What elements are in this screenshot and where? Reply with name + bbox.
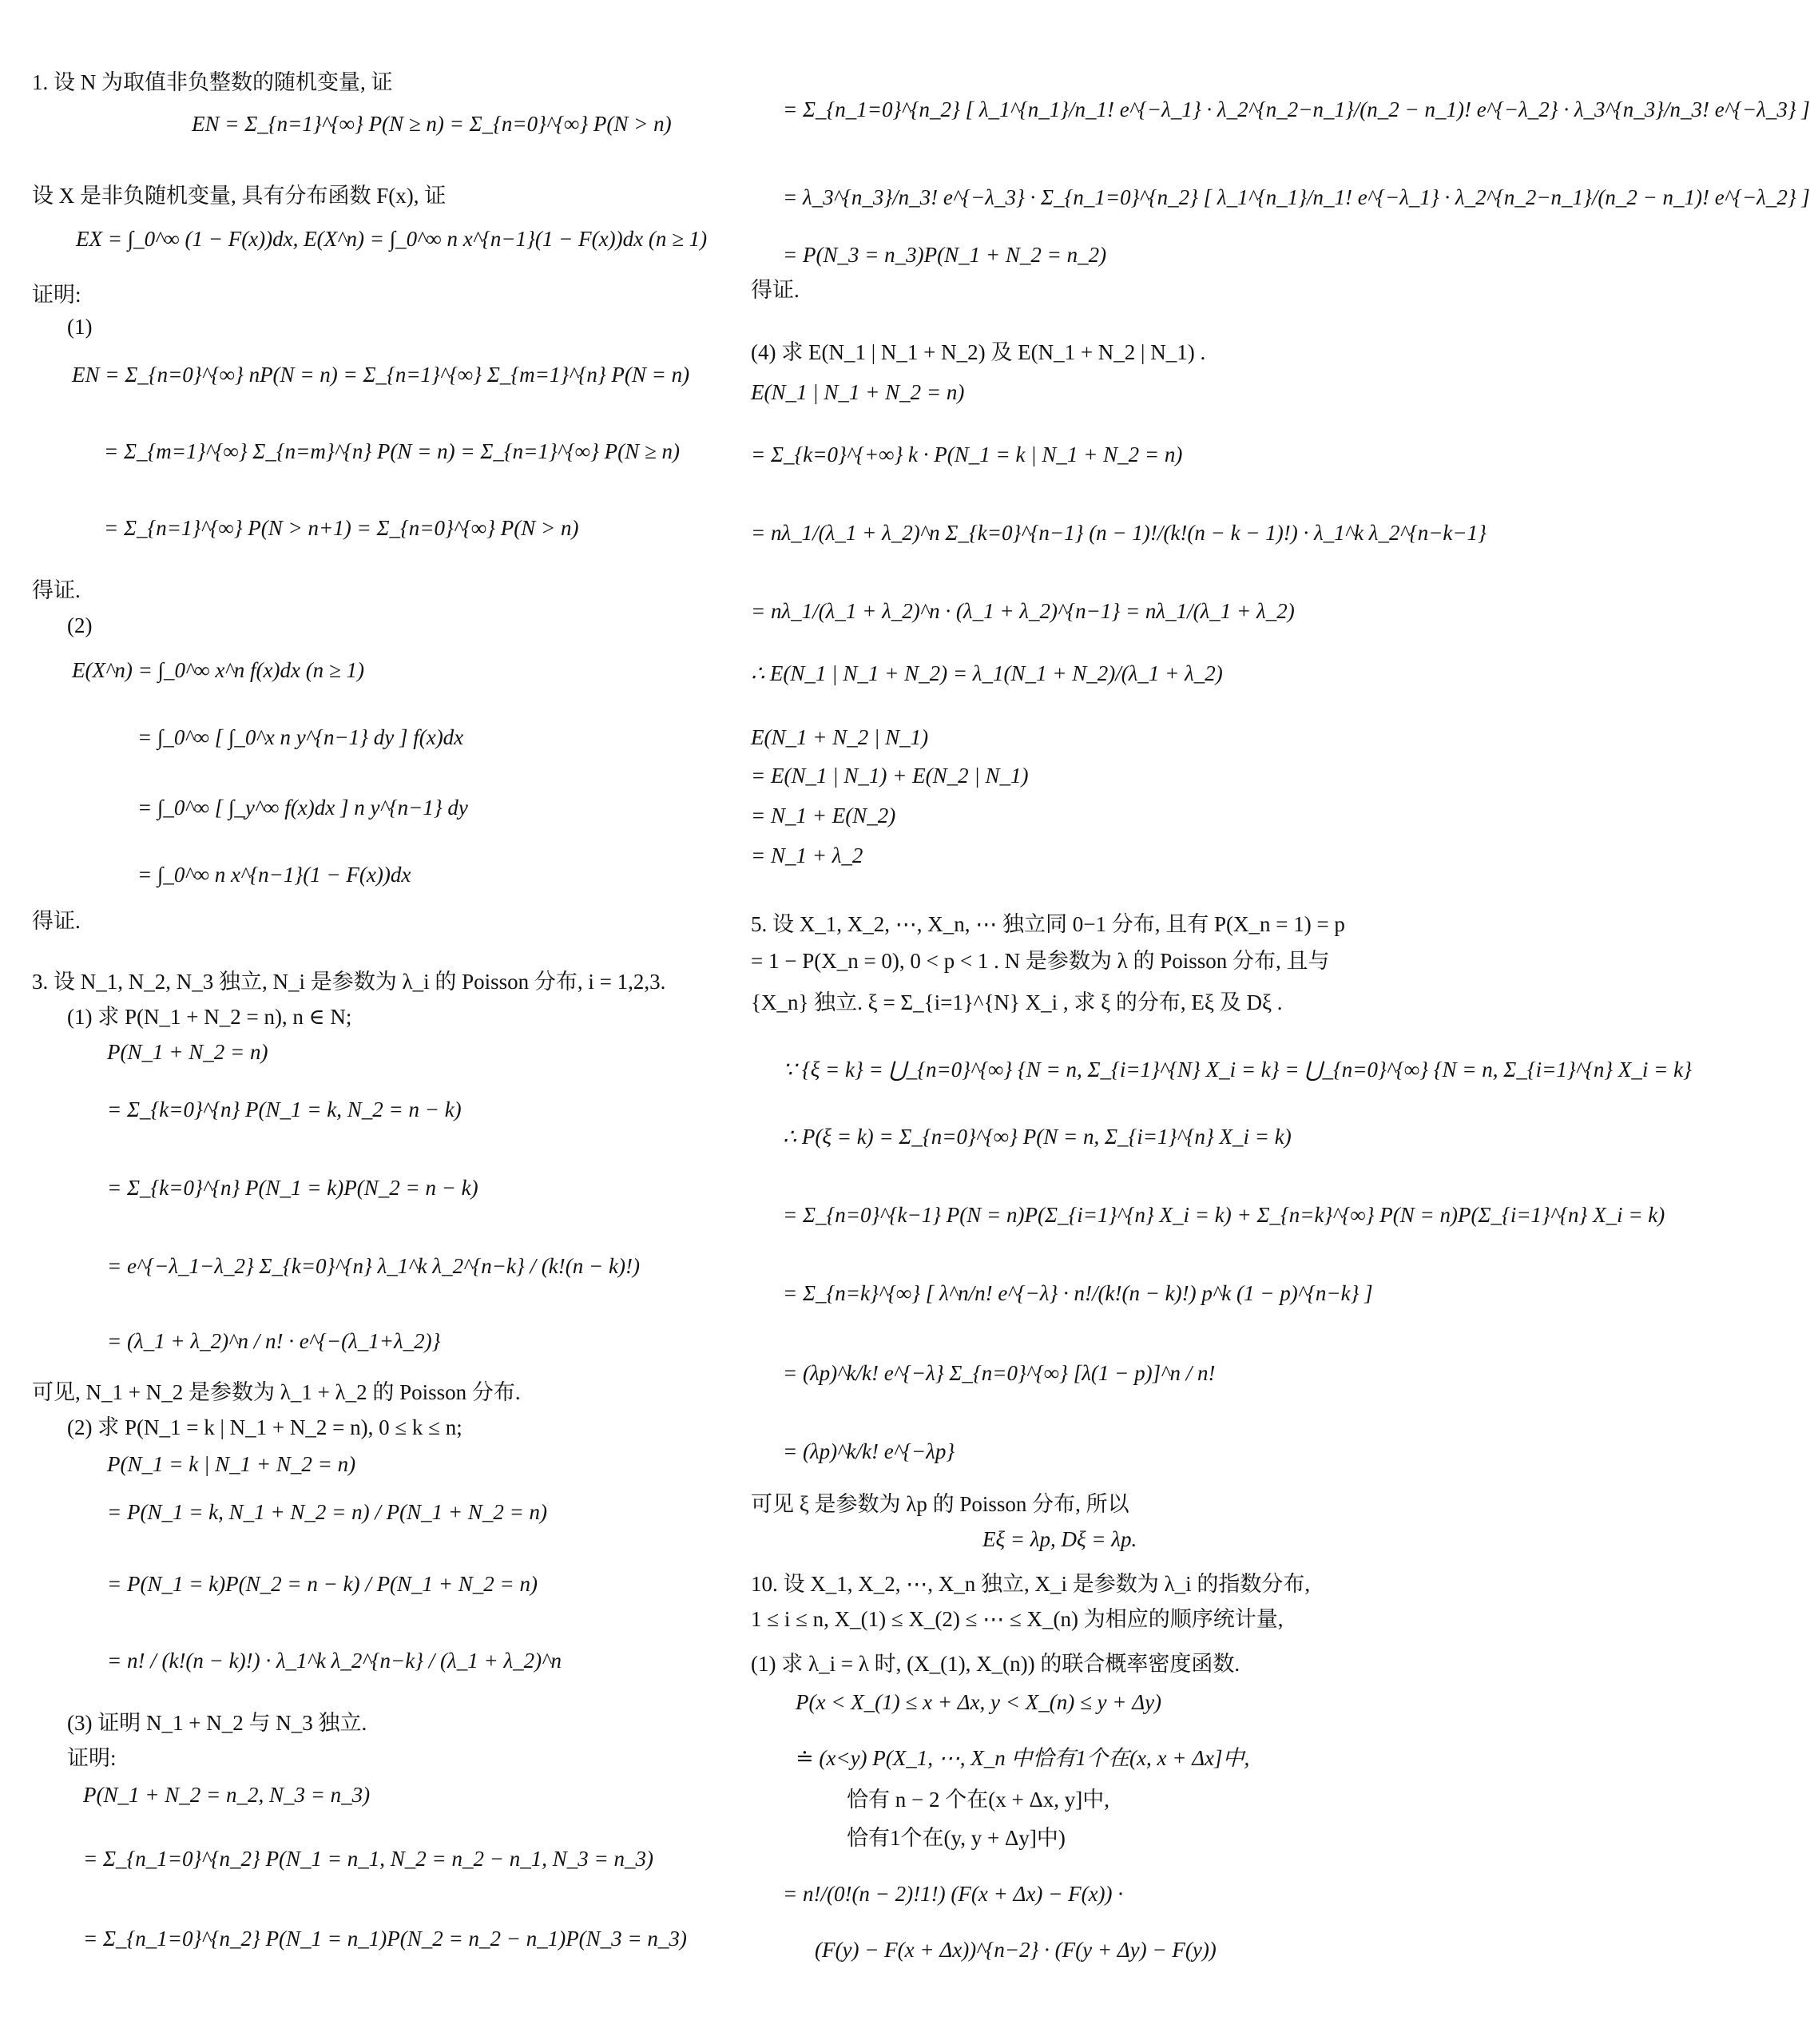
p3-2-line-2: = P(N_1 = k, N_1 + N_2 = n) / P(N_1 + N_2 = n) — [107, 1500, 548, 1524]
p3-3-line-3: = Σ_{n_1=0}^{n_2} P(N_1 = n_1)P(N_2 = n_2 − n_1)P(N_3 = n_3) — [83, 1927, 687, 1951]
problem-3-part-3: (3) 证明 N_1 + N_2 与 N_3 独立. — [67, 1711, 367, 1735]
p3-4-line-9: = N_1 + λ_2 — [751, 843, 863, 867]
problem-5-statement-3: {X_n} 独立. ξ = Σ_{i=1}^{N} X_i , 求 ξ 的分布, Eξ 及 Dξ . — [751, 990, 1283, 1014]
p10-line-5: = n!/(0!(n − 2)!1!) (F(x + Δx) − F(x)) · — [783, 1882, 1124, 1906]
p3-3-line-1: P(N_1 + N_2 = n_2, N_3 = n_3) — [83, 1783, 371, 1807]
proof-label: 证明: — [32, 283, 81, 307]
problem-1-statement: 1. 设 N 为取值非负整数的随机变量, 证 — [32, 70, 393, 94]
proof-2-line-2: = ∫_0^∞ [ ∫_0^x n y^{n−1} dy ] f(x)dx — [137, 725, 464, 749]
p3-4-line-6: E(N_1 + N_2 | N_1) — [751, 725, 929, 749]
p3-3-line-6: = P(N_3 = n_3)P(N_1 + N_2 = n_2) — [783, 243, 1107, 267]
p5-line-2: ∴ P(ξ = k) = Σ_{n=0}^{∞} P(N = n, Σ_{i=1}^{n} X_i = k) — [783, 1125, 1292, 1149]
proof-2-line-4: = ∫_0^∞ n x^{n−1}(1 − F(x))dx — [137, 863, 411, 887]
formula-en-sum: EN = Σ_{n=1}^{∞} P(N ≥ n) = Σ_{n=0}^{∞} P(N > n) — [192, 112, 672, 136]
problem-5-statement-1: 5. 设 X_1, X_2, ⋯, X_n, ⋯ 独立同 0−1 分布, 且有 P(X_n = 1) = p — [751, 912, 1345, 936]
p3-2-line-3: = P(N_1 = k)P(N_2 = n − k) / P(N_1 + N_2 = n) — [107, 1572, 538, 1596]
problem-3-part-1: (1) 求 P(N_1 + N_2 = n), n ∈ N; — [67, 1005, 352, 1029]
p5-conclusion: 可见 ξ 是参数为 λp 的 Poisson 分布, 所以 — [751, 1492, 1129, 1516]
problem-3-statement: 3. 设 N_1, N_2, N_3 独立, N_i 是参数为 λ_i 的 Poisson 分布, i = 1,2,3. — [32, 970, 666, 994]
formula-ex-integral: EX = ∫_0^∞ (1 − F(x))dx, E(X^n) = ∫_0^∞ n x^{n−1}(1 − F(x))dx (n ≥ 1) — [76, 227, 708, 251]
p5-result: Eξ = λp, Dξ = λp. — [982, 1527, 1137, 1551]
p3-3-proved: 得证. — [751, 278, 800, 302]
proved-label-2: 得证. — [32, 909, 81, 933]
problem-1-statement-x: 设 X 是非负随机变量, 具有分布函数 F(x), 证 — [32, 184, 447, 208]
p3-3-line-4: = Σ_{n_1=0}^{n_2} [ λ_1^{n_1}/n_1! e^{−λ_1} · λ_2^{n_2−n_1}/(n_2 − n_1)! e^{−λ_2} · λ_3^{n_3}/n_3! e^{−λ_3} ] — [783, 97, 1810, 121]
p10-line-1: P(x < X_(1) ≤ x + Δx, y < X_(n) ≤ y + Δy) — [796, 1690, 1162, 1714]
p3-1-line-5: = (λ_1 + λ_2)^n / n! · e^{−(λ_1+λ_2)} — [107, 1329, 441, 1353]
p3-3-line-2: = Σ_{n_1=0}^{n_2} P(N_1 = n_1, N_2 = n_2 − n_1, N_3 = n_3) — [83, 1847, 653, 1871]
p3-4-line-7: = E(N_1 | N_1) + E(N_2 | N_1) — [751, 764, 1029, 788]
p10-line-3: 恰有 n − 2 个在(x + Δx, y]中, — [847, 1788, 1110, 1812]
problem-3-part-2: (2) 求 P(N_1 = k | N_1 + N_2 = n), 0 ≤ k ≤ n; — [67, 1415, 462, 1439]
p3-1-conclusion: 可见, N_1 + N_2 是参数为 λ_1 + λ_2 的 Poisson 分布. — [32, 1380, 521, 1404]
p10-line-2: ≐ (x<y) P(X_1, ⋯, X_n 中恰有1个在(x, x + Δx]中, — [796, 1746, 1250, 1770]
problem-10-part-1: (1) 求 λ_i = λ 时, (X_(1), X_(n)) 的联合概率密度函数. — [751, 1652, 1240, 1676]
p3-4-line-8: = N_1 + E(N_2) — [751, 804, 896, 828]
proof-1-line-3: = Σ_{n=1}^{∞} P(N > n+1) = Σ_{n=0}^{∞} P(N > n) — [104, 516, 579, 540]
p3-3-proof-label: 证明: — [67, 1746, 117, 1770]
p3-1-line-4: = e^{−λ_1−λ_2} Σ_{k=0}^{n} λ_1^k λ_2^{n−k} / (k!(n − k)!) — [107, 1254, 640, 1278]
p3-4-line-1: E(N_1 | N_1 + N_2 = n) — [751, 380, 965, 404]
part-1-label: (1) — [67, 315, 93, 339]
p5-line-5: = (λp)^k/k! e^{−λ} Σ_{n=0}^{∞} [λ(1 − p)]^n / n! — [783, 1361, 1216, 1385]
p5-line-4: = Σ_{n=k}^{∞} [ λ^n/n! e^{−λ} · n!/(k!(n − k)!) p^k (1 − p)^{n−k} ] — [783, 1281, 1373, 1305]
p5-line-6: = (λp)^k/k! e^{−λp} — [783, 1439, 955, 1463]
p3-1-line-1: P(N_1 + N_2 = n) — [107, 1040, 268, 1064]
p3-4-line-2: = Σ_{k=0}^{+∞} k · P(N_1 = k | N_1 + N_2 = n) — [751, 443, 1183, 466]
p3-4-line-5: ∴ E(N_1 | N_1 + N_2) = λ_1(N_1 + N_2)/(λ_1 + λ_2) — [751, 661, 1223, 685]
proved-label: 得证. — [32, 578, 81, 602]
proof-2-line-3: = ∫_0^∞ [ ∫_y^∞ f(x)dx ] n y^{n−1} dy — [137, 796, 468, 820]
p3-4-line-4: = nλ_1/(λ_1 + λ_2)^n · (λ_1 + λ_2)^{n−1} = nλ_1/(λ_1 + λ_2) — [751, 599, 1295, 623]
p10-line-4: 恰有1个在(y, y + Δy]中) — [847, 1826, 1066, 1850]
p3-2-line-1: P(N_1 = k | N_1 + N_2 = n) — [107, 1452, 356, 1476]
problem-5-statement-2: = 1 − P(X_n = 0), 0 < p < 1 . N 是参数为 λ 的 Poisson 分布, 且与 — [751, 949, 1330, 973]
part-2-label: (2) — [67, 613, 93, 637]
proof-1-line-2: = Σ_{m=1}^{∞} Σ_{n=m}^{n} P(N = n) = Σ_{n=1}^{∞} P(N ≥ n) — [104, 439, 680, 463]
problem-3-part-4: (4) 求 E(N_1 | N_1 + N_2) 及 E(N_1 + N_2 | N_1) . — [751, 340, 1206, 364]
p5-line-1: ∵ {ξ = k} = ⋃_{n=0}^{∞} {N = n, Σ_{i=1}^{N} X_i = k} = ⋃_{n=0}^{∞} {N = n, Σ_{i=1}^{n} X_i = k} — [783, 1058, 1692, 1082]
problem-10-statement-2: 1 ≤ i ≤ n, X_(1) ≤ X_(2) ≤ ⋯ ≤ X_(n) 为相应的顺序统计量, — [751, 1607, 1284, 1631]
p5-line-3: = Σ_{n=0}^{k−1} P(N = n)P(Σ_{i=1}^{n} X_i = k) + Σ_{n=k}^{∞} P(N = n)P(Σ_{i=1}^{n} X_i = k) — [783, 1203, 1665, 1227]
proof-1-line-1: EN = Σ_{n=0}^{∞} nP(N = n) = Σ_{n=1}^{∞} Σ_{m=1}^{n} P(N = n) — [72, 363, 690, 387]
proof-2-line-1: E(X^n) = ∫_0^∞ x^n f(x)dx (n ≥ 1) — [72, 658, 364, 682]
p3-1-line-2: = Σ_{k=0}^{n} P(N_1 = k, N_2 = n − k) — [107, 1097, 462, 1121]
problem-10-statement-1: 10. 设 X_1, X_2, ⋯, X_n 独立, X_i 是参数为 λ_i 的指数分布, — [751, 1572, 1311, 1596]
p3-2-line-4: = n! / (k!(n − k)!) · λ_1^k λ_2^{n−k} / (λ_1 + λ_2)^n — [107, 1649, 562, 1673]
p10-line-6: (F(y) − F(x + Δx))^{n−2} · (F(y + Δy) − F(y)) — [815, 1938, 1217, 1962]
p3-1-line-3: = Σ_{k=0}^{n} P(N_1 = k)P(N_2 = n − k) — [107, 1176, 478, 1200]
p3-4-line-3: = nλ_1/(λ_1 + λ_2)^n Σ_{k=0}^{n−1} (n − 1)!/(k!(n − k − 1)!) · λ_1^k λ_2^{n−k−1} — [751, 521, 1487, 545]
p3-3-line-5: = λ_3^{n_3}/n_3! e^{−λ_3} · Σ_{n_1=0}^{n_2} [ λ_1^{n_1}/n_1! e^{−λ_1} · λ_2^{n_2−n_1}/(n_2 − n_1)! e^{−λ_2} ] — [783, 185, 1810, 209]
